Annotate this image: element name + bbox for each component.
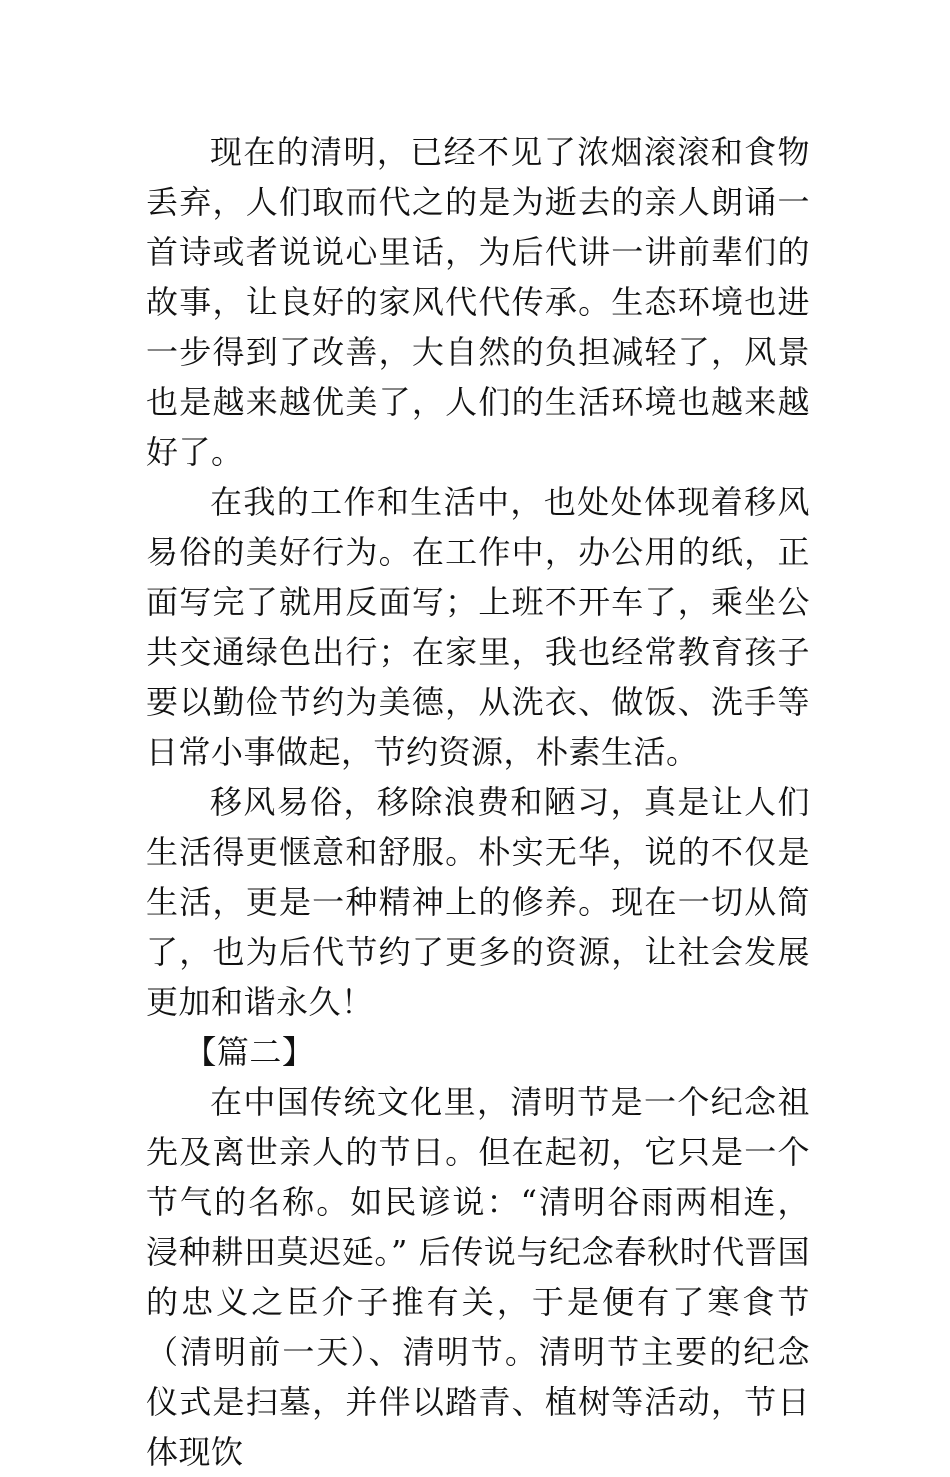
- paragraph-qingming-origin: 在中国传统文化里，清明节是一个纪念祖先及离世亲人的节日。但在起初，它只是一个节气的名称。如民谚说：“清明谷雨两相连，浸种耕田莫迟延。” 后传说与纪念春秋时代晋国的忠义之臣介子推有关，于是便有了寒食节（清明前一天）、清明节。清明节主要的纪念仪式是扫墓，并伴以踏青、植树等活动，节日体现饮: [146, 1083, 810, 1471]
- paragraph-qingming-today: 现在的清明，已经不见了浓烟滚滚和食物丢弃，人们取而代之的是为逝去的亲人朗诵一首诗或者说说心里话，为后代讲一讲前辈们的故事，让良好的家风代代传承。生态环境也进一步得到了改善，大自然的负担减轻了，风景也是越来越优美了，人们的生活环境也越来越好了。: [146, 133, 810, 471]
- section-heading: 【篇二】: [184, 1033, 315, 1071]
- paragraph-customs-change: 移风易俗，移除浪费和陋习，真是让人们生活得更惬意和舒服。朴实无华，说的不仅是生活，更是一种精神上的修养。现在一切从简了，也为后代节约了更多的资源，让社会发展更加和谐永久！: [146, 783, 810, 1021]
- document-page: [146, 127, 810, 1477]
- paragraph-work-and-life: 在我的工作和生活中，也处处体现着移风易俗的美好行为。在工作中，办公用的纸，正面写完了就用反面写；上班不开车了，乘坐公共交通绿色出行；在家里，我也经常教育孩子要以勤俭节约为美德，从洗衣、做饭、洗手等日常小事做起，节约资源，朴素生活。: [146, 483, 810, 771]
